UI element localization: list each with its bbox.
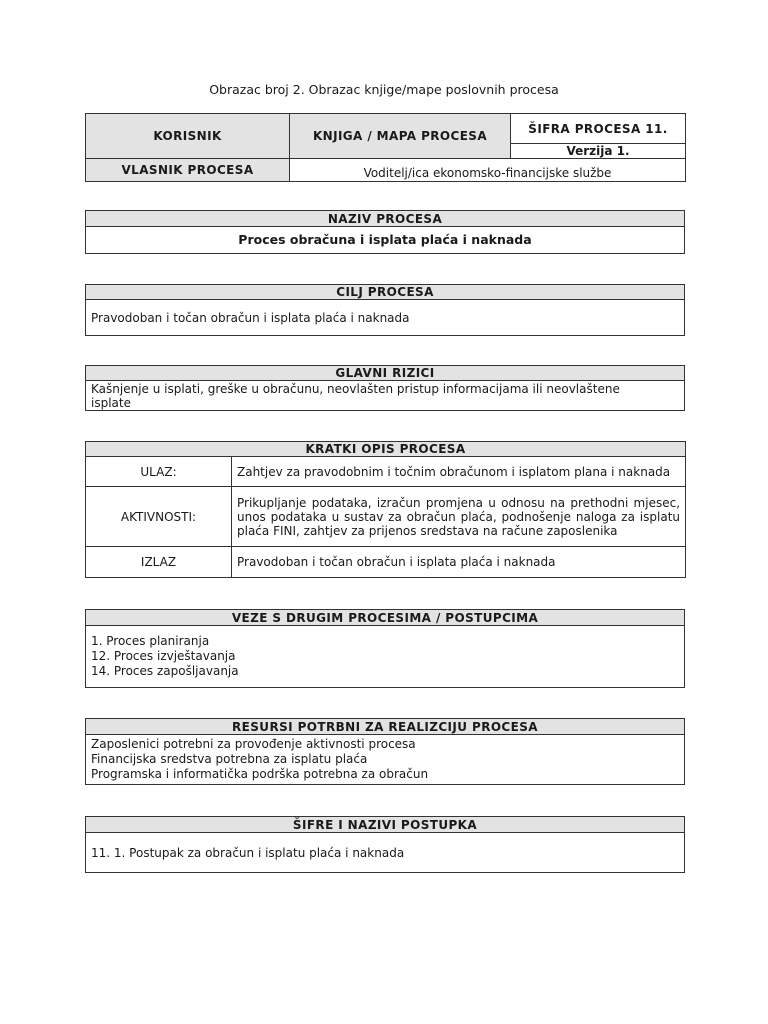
vlasnik-procesa-value: Voditelj/ica ekonomsko-financijske službe xyxy=(290,159,686,182)
list-item: 1. Proces planiranja xyxy=(91,634,210,648)
aktivnosti-value: Prikupljanje podataka, izračun promjena u odnosu na prethodni mjesec, unos podataka u sustav za obračun plaća, podnošenje naloga za isplatu plaća FINI, zahtjev za prijenos sredstava na račune zaposlenika xyxy=(232,487,686,547)
resursi-table xyxy=(85,718,685,785)
resursi-header: RESURSI POTRBNI ZA REALIZCIJU PROCESA xyxy=(86,719,685,735)
sifre-header: ŠIFRE I NAZIVI POSTUPKA xyxy=(86,817,685,833)
list-item: Financijska sredstva potrebna za isplatu plaća xyxy=(91,752,368,766)
veze-header: VEZE S DRUGIM PROCESIMA / POSTUPCIMA xyxy=(86,610,685,626)
vlasnik-procesa-label: VLASNIK PROCESA xyxy=(86,159,290,182)
aktivnosti-label: AKTIVNOSTI: xyxy=(86,487,232,547)
glavni-rizici-table xyxy=(85,365,685,411)
cilj-procesa-header: CILJ PROCESA xyxy=(86,285,685,300)
cilj-procesa-value: Pravodoban i točan obračun i isplata plaća i naknada xyxy=(86,300,685,336)
izlaz-label: IZLAZ xyxy=(86,547,232,578)
kratki-opis-header: KRATKI OPIS PROCESA xyxy=(86,442,686,457)
veze-table xyxy=(85,609,685,688)
list-item: Programska i informatička podrška potrebna za obračun xyxy=(91,767,429,781)
veze-list xyxy=(86,626,685,688)
glavni-rizici-header: GLAVNI RIZICI xyxy=(86,366,685,381)
naziv-procesa-value: Proces obračuna i isplata plaća i naknada xyxy=(86,227,685,254)
list-item: 12. Proces izvještavanja xyxy=(91,649,236,663)
page-title: Obrazac broj 2. Obrazac knjige/mape poslovnih procesa xyxy=(209,82,559,97)
ulaz-label: ULAZ: xyxy=(86,457,232,487)
list-item: 14. Proces zapošljavanja xyxy=(91,664,239,678)
header-table xyxy=(85,113,686,182)
cilj-procesa-table xyxy=(85,284,685,336)
ulaz-value: Zahtjev za pravodobnim i točnim obračunom i isplatom plana i naknada xyxy=(232,457,686,487)
korisnik-cell: KORISNIK xyxy=(86,114,290,159)
kratki-opis-table xyxy=(85,441,686,578)
sifra-procesa-cell: ŠIFRA PROCESA 11. xyxy=(511,114,686,144)
verzija-cell: Verzija 1. xyxy=(511,144,686,159)
resursi-list xyxy=(86,735,685,785)
knjiga-mapa-cell: KNJIGA / MAPA PROCESA xyxy=(290,114,511,159)
glavni-rizici-value: Kašnjenje u isplati, greške u obračunu, neovlašten pristup informacijama ili neovlaštene isplate xyxy=(86,381,685,411)
sifre-table xyxy=(85,816,685,873)
izlaz-value: Pravodoban i točan obračun i isplata plaća i naknada xyxy=(232,547,686,578)
naziv-procesa-table xyxy=(85,210,685,254)
sifre-value: 11. 1. Postupak za obračun i isplatu plaća i naknada xyxy=(86,833,685,873)
naziv-procesa-header: NAZIV PROCESA xyxy=(86,211,685,227)
list-item: Zaposlenici potrebni za provođenje aktivnosti procesa xyxy=(91,737,416,751)
